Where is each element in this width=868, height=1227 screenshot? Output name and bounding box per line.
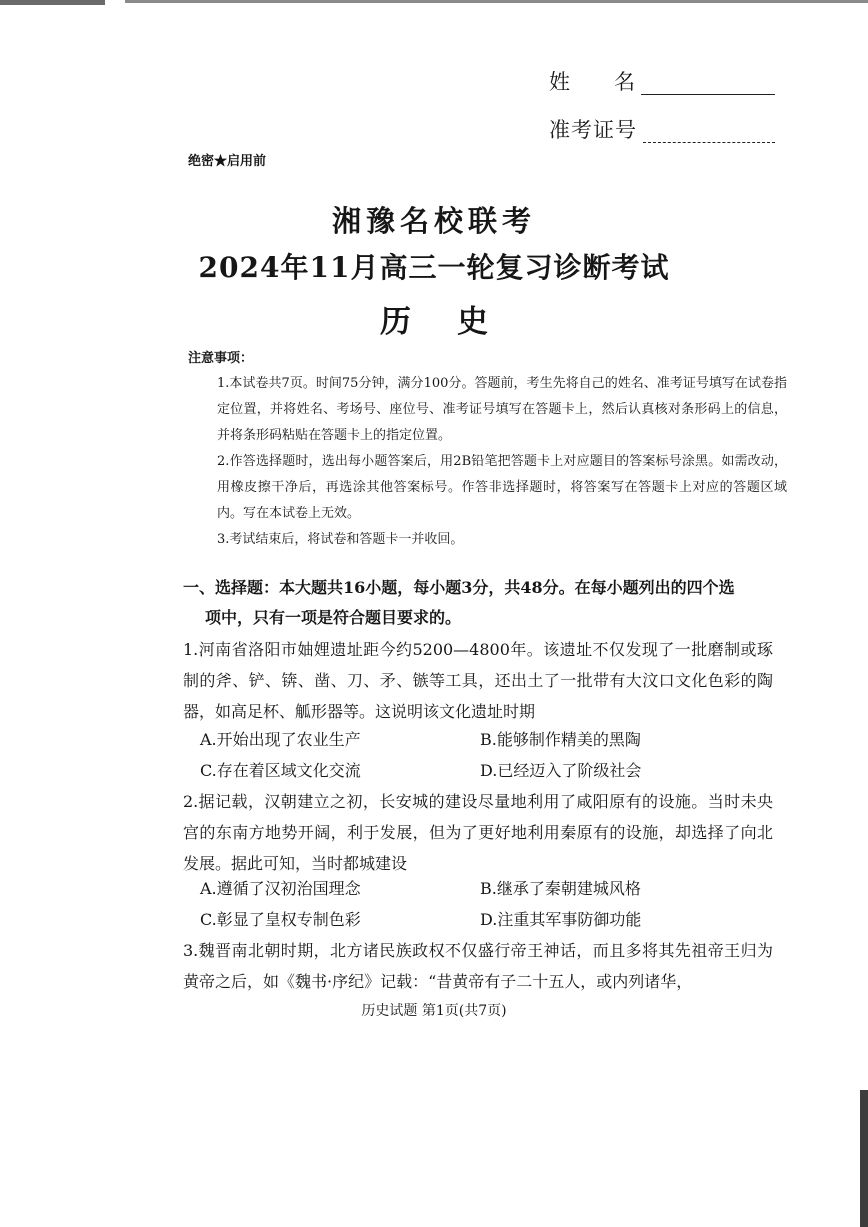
- option-b: B.能够制作精美的黑陶: [480, 730, 641, 749]
- question-stem: 1.河南省洛阳市妯娌遗址距今约5200—4800年。该遗址不仅发现了一批磨制或琢制的斧、铲、锛、凿、刀、矛、镞等工具，还出土了一批带有大汶口文化色彩的陶器，如高足杯、觚形器等。这说明该文化遗址时期: [183, 640, 773, 721]
- question-2: [183, 786, 773, 879]
- exam-id-blank-line: [643, 141, 775, 143]
- note-item: 2.作答选择题时，选出每小题答案后，用2B铅笔把答题卡上对应题目的答案标号涂黑。如需改动，用橡皮擦干净后，再选涂其他答案标号。作答非选择题时，将答案写在答题卡上对应的答题区域内。写在本试卷上无效。: [217, 454, 787, 521]
- option-b: B.继承了秦朝建城风格: [480, 879, 641, 898]
- exam-organizer-title: 湘豫名校联考: [331, 204, 536, 238]
- option-c: C.彰显了皇权专制色彩: [200, 910, 361, 929]
- subject-title: 历史: [380, 304, 534, 340]
- section-heading: [183, 573, 783, 633]
- option-a: A.开始出现了农业生产: [200, 730, 361, 749]
- exam-id-field: [549, 114, 637, 144]
- confidential-mark: 绝密★启用前: [188, 154, 267, 169]
- section-heading-line1: 一、选择题：本大题共16小题，每小题3分，共48分。在每小题列出的四个选: [183, 578, 735, 597]
- option-d: D.注重其军事防御功能: [480, 910, 642, 929]
- option-a: A.遵循了汉初治国理念: [200, 879, 361, 898]
- question-1: [183, 634, 773, 727]
- question-2-options: [200, 873, 760, 935]
- question-1-options: [200, 724, 760, 786]
- exam-id-label: 准考证号: [549, 118, 637, 142]
- scan-border-top: [0, 0, 868, 5]
- note-item: 1.本试卷共7页。时间75分钟，满分100分。答题前，考生先将自己的姓名、准考证号填写在试卷指定位置，并将姓名、考场号、座位号、准考证号填写在答题卡上，然后认真核对条形码上的信息，并将条形码粘贴在答题卡上的指定位置。: [217, 376, 787, 443]
- question-stem: 2.据记载，汉朝建立之初，长安城的建设尽量地利用了咸阳原有的设施。当时未央宫的东南方地势开阔，利于发展，但为了更好地利用秦原有的设施，却选择了向北发展。据此可知，当时都城建设: [183, 792, 773, 873]
- notes-heading: 注意事项：: [188, 351, 254, 366]
- option-d: D.已经迈入了阶级社会: [480, 761, 642, 780]
- name-field: [549, 66, 679, 96]
- question-3: [183, 935, 773, 997]
- name-label: 姓名: [549, 70, 679, 94]
- section-heading-line2: 项中，只有一项是符合题目要求的。: [205, 608, 462, 627]
- note-item: 3.考试结束后，将试卷和答题卡一并收回。: [217, 532, 464, 547]
- page-footer: 历史试题 第1页(共7页): [361, 1003, 507, 1019]
- scan-border-right: [860, 1090, 868, 1227]
- option-c: C.存在着区域文化交流: [200, 761, 361, 780]
- question-stem: 3.魏晋南北朝时期，北方诸民族政权不仅盛行帝王神话，而且多将其先祖帝王归为黄帝之后，如《魏书·序纪》记载：“昔黄帝有子二十五人，或内列诸华，: [183, 941, 773, 991]
- exam-name-title: 2024年11月高三一轮复习诊断考试: [198, 251, 670, 284]
- name-blank-line: [641, 93, 775, 95]
- notes-list: [217, 371, 787, 553]
